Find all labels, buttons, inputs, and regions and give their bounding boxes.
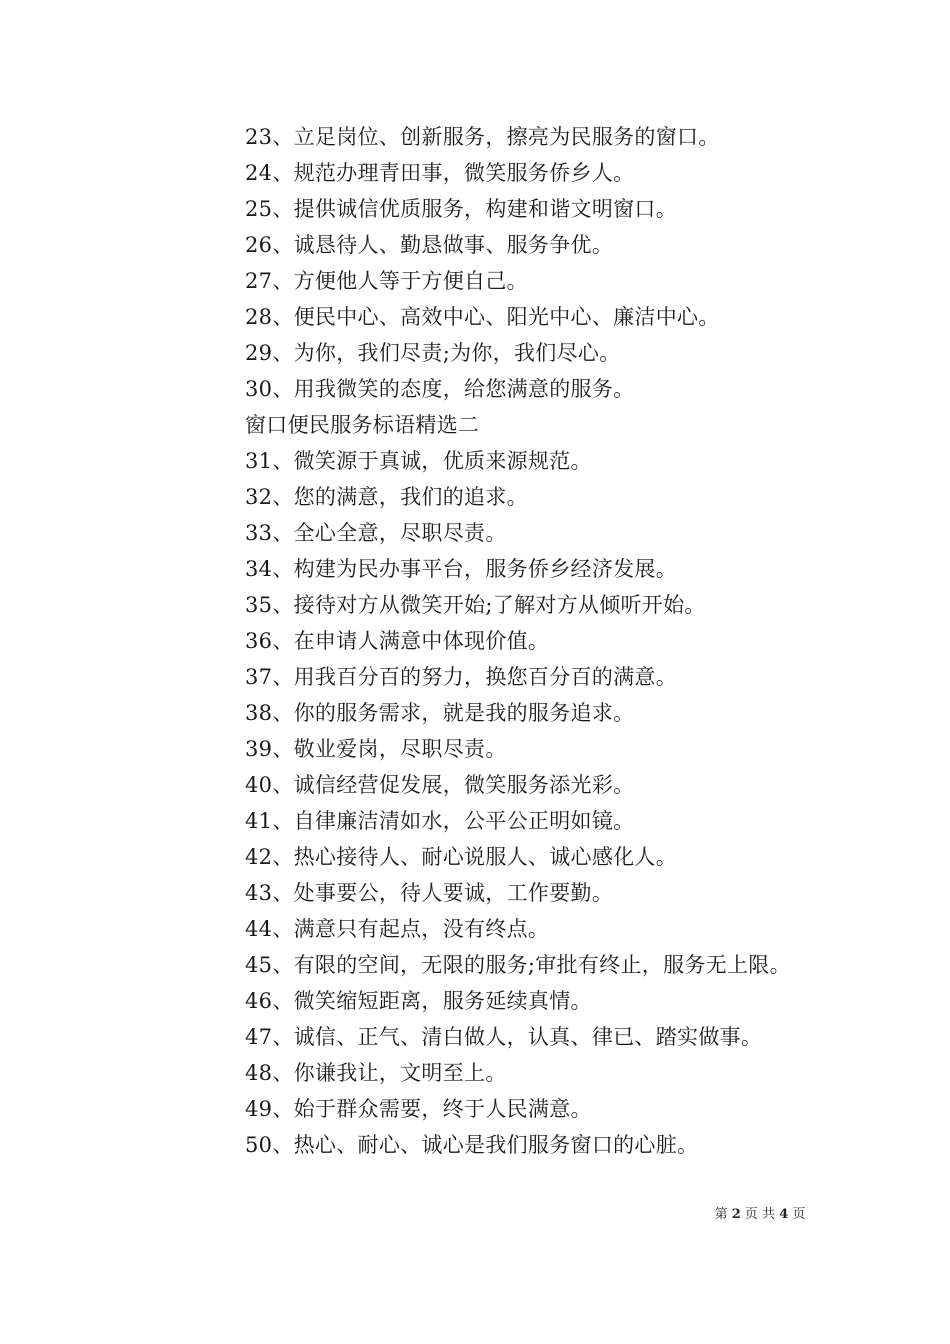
- list-item: 43、处事要公，待人要诚，工作要勤。: [245, 881, 614, 905]
- list-item: 40、诚信经营促发展，微笑服务添光彩。: [245, 773, 635, 797]
- list-item: 42、热心接待人、耐心说服人、诚心感化人。: [245, 845, 678, 869]
- section-heading: 窗口便民服务标语精选二: [245, 413, 480, 437]
- list-item: 27、方便他人等于方便自己。: [245, 269, 528, 293]
- list-item: 45、有限的空间，无限的服务;审批有终止，服务无上限。: [245, 953, 791, 977]
- list-item: 41、自律廉洁清如水，公平公正明如镜。: [245, 809, 635, 833]
- list-item: 29、为你，我们尽责;为你，我们尽心。: [245, 341, 621, 365]
- total-page-number: 4: [779, 1207, 789, 1222]
- list-item: 47、诚信、正气、清白做人，认真、律已、踏实做事。: [245, 1025, 763, 1049]
- slogan-list: [245, 119, 865, 1163]
- list-item: 35、接待对方从微笑开始;了解对方从倾听开始。: [245, 593, 706, 617]
- list-item: 46、微笑缩短距离，服务延续真情。: [245, 989, 592, 1013]
- current-page-number: 2: [731, 1207, 741, 1222]
- list-item: 24、规范办理青田事，微笑服务侨乡人。: [245, 161, 635, 185]
- footer-suffix: 页: [792, 1207, 806, 1222]
- list-item: 49、始于群众需要，终于人民满意。: [245, 1097, 592, 1121]
- list-item: 26、诚恳待人、勤恳做事、服务争优。: [245, 233, 614, 257]
- list-item: 32、您的满意，我们的追求。: [245, 485, 528, 509]
- list-item: 48、你谦我让，文明至上。: [245, 1061, 507, 1085]
- list-item: 28、便民中心、高效中心、阳光中心、廉洁中心。: [245, 305, 720, 329]
- list-item: 44、满意只有起点，没有终点。: [245, 917, 550, 941]
- list-item: 25、提供诚信优质服务，构建和谐文明窗口。: [245, 197, 678, 221]
- list-item: 38、你的服务需求，就是我的服务追求。: [245, 701, 635, 725]
- list-item: 39、敬业爱岗，尽职尽责。: [245, 737, 507, 761]
- list-item: 33、全心全意，尽职尽责。: [245, 521, 507, 545]
- list-item: 36、在申请人满意中体现价值。: [245, 629, 550, 653]
- list-item: 31、微笑源于真诚，优质来源规范。: [245, 449, 592, 473]
- list-item: 37、用我百分百的努力，换您百分百的满意。: [245, 665, 678, 689]
- list-item: 23、立足岗位、创新服务，擦亮为民服务的窗口。: [245, 125, 720, 149]
- footer-middle: 页 共: [744, 1207, 776, 1222]
- footer-prefix: 第: [714, 1207, 728, 1222]
- list-item: 34、构建为民办事平台，服务侨乡经济发展。: [245, 557, 678, 581]
- list-item: 30、用我微笑的态度，给您满意的服务。: [245, 377, 635, 401]
- list-item: 50、热心、耐心、诚心是我们服务窗口的心脏。: [245, 1133, 699, 1157]
- page-number-footer: [700, 1203, 820, 1222]
